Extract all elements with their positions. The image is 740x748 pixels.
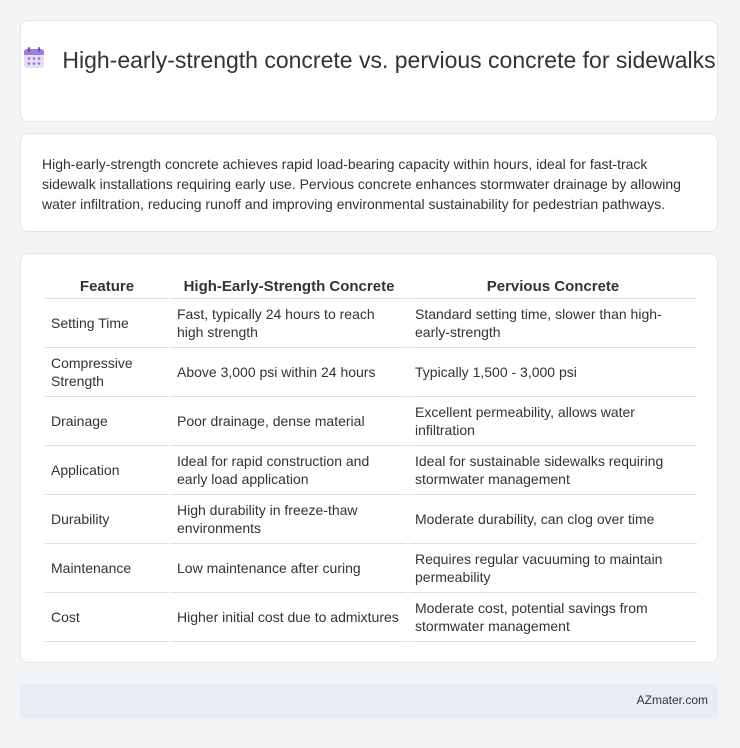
feature-cell: Application xyxy=(45,446,169,495)
page-title xyxy=(21,46,717,77)
title-text: High-early-strength concrete vs. pervious concrete for sidewalks xyxy=(62,47,716,73)
pervious-cell: Requires regular vacuuming to maintain permeability xyxy=(409,544,697,593)
table-row xyxy=(45,593,697,642)
high-early-cell: Fast, typically 24 hours to reach high strength xyxy=(171,299,407,348)
pervious-cell: Excellent permeability, allows water infiltration xyxy=(409,397,697,446)
table-row xyxy=(45,299,697,348)
calendar-icon xyxy=(22,46,46,77)
footer-bar xyxy=(20,684,718,718)
pervious-cell: Standard setting time, slower than high-early-strength xyxy=(409,299,697,348)
table-row xyxy=(45,397,697,446)
high-early-cell: Poor drainage, dense material xyxy=(171,397,407,446)
table-row xyxy=(45,446,697,495)
high-early-cell: Higher initial cost due to admixtures xyxy=(171,593,407,642)
intro-card xyxy=(20,133,718,232)
intro-paragraph: High-early-strength concrete achieves rapid load-bearing capacity within hours, ideal for fast-track sidewalk installations requiring early use. Pervious concrete enhances stormwater drainage by allowing water infiltration, reducing runoff and improving environmental sustainability for pedestrian pathways. xyxy=(42,156,681,212)
pervious-cell: Moderate durability, can clog over time xyxy=(409,495,697,544)
high-early-cell: Ideal for rapid construction and early load application xyxy=(171,446,407,495)
feature-cell: Cost xyxy=(45,593,169,642)
pervious-cell: Ideal for sustainable sidewalks requiring stormwater management xyxy=(409,446,697,495)
feature-cell: Maintenance xyxy=(45,544,169,593)
pervious-cell: Moderate cost, potential savings from stormwater management xyxy=(409,593,697,642)
footer-site-link[interactable]: AZmater.com xyxy=(636,693,708,707)
table-header-row xyxy=(45,274,697,299)
header-pervious: Pervious Concrete xyxy=(409,274,697,299)
header-feature: Feature xyxy=(45,274,169,299)
feature-cell: Durability xyxy=(45,495,169,544)
pervious-cell: Typically 1,500 - 3,000 psi xyxy=(409,348,697,397)
comparison-table xyxy=(43,274,699,642)
feature-cell: Compressive Strength xyxy=(45,348,169,397)
table-row xyxy=(45,495,697,544)
table-row xyxy=(45,544,697,593)
feature-cell: Drainage xyxy=(45,397,169,446)
high-early-cell: Above 3,000 psi within 24 hours xyxy=(171,348,407,397)
high-early-cell: High durability in freeze-thaw environments xyxy=(171,495,407,544)
feature-cell: Setting Time xyxy=(45,299,169,348)
comparison-table-card xyxy=(20,253,718,663)
table-row xyxy=(45,348,697,397)
title-card xyxy=(20,20,718,122)
high-early-cell: Low maintenance after curing xyxy=(171,544,407,593)
header-high-early-strength: High-Early-Strength Concrete xyxy=(171,274,407,299)
